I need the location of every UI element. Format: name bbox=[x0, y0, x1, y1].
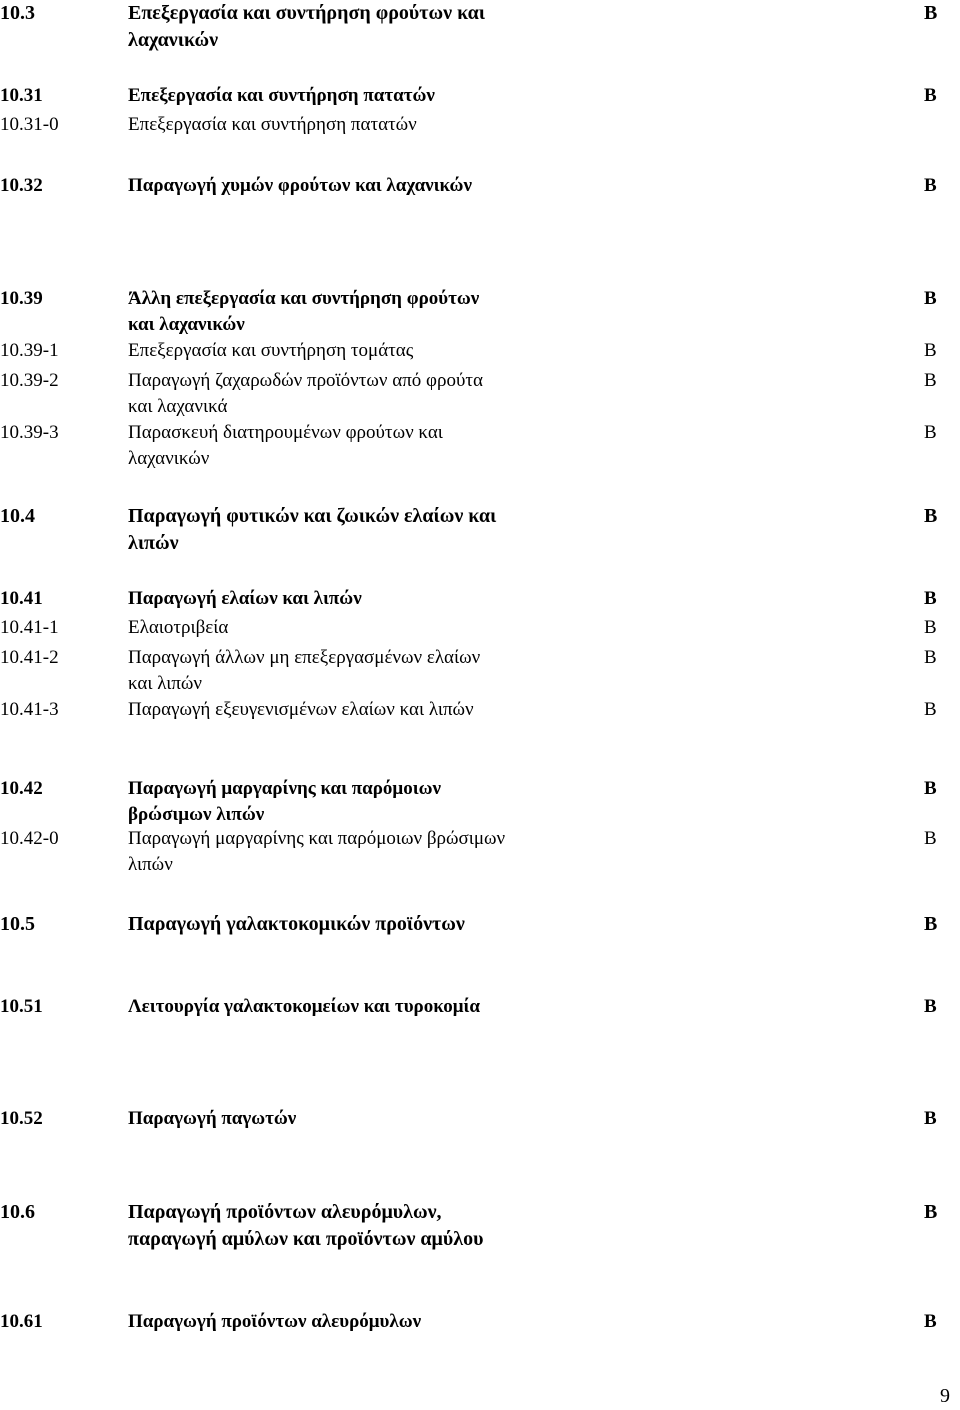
entry-mark: B bbox=[924, 647, 937, 668]
entry-description: Παραγωγή προϊόντων αλευρόμυλων, παραγωγή αμύλων και προϊόντων αμύλου bbox=[128, 1201, 484, 1250]
entry-code: 10.6 bbox=[0, 1201, 35, 1223]
entry-description: Παραγωγή χυμών φρούτων και λαχανικών bbox=[128, 175, 472, 196]
entry-mark: B bbox=[924, 778, 937, 799]
entry-mark: B bbox=[924, 505, 938, 527]
entry-description: Παραγωγή άλλων μη επεξεργασμένων ελαίων και λιπών bbox=[128, 647, 481, 694]
entry-description: Παραγωγή προϊόντων αλευρόμυλων bbox=[128, 1311, 422, 1332]
entry-description: Επεξεργασία και συντήρηση φρούτων και λαχανικών bbox=[128, 2, 485, 51]
entry-code: 10.39-2 bbox=[0, 370, 59, 391]
entry-description: Παραγωγή ελαίων και λιπών bbox=[128, 588, 362, 609]
entry-mark: B bbox=[924, 370, 937, 391]
entry-description: Επεξεργασία και συντήρηση τομάτας bbox=[128, 340, 414, 361]
entry-mark: B bbox=[924, 1201, 938, 1223]
entry-code: 10.3 bbox=[0, 2, 35, 24]
entry-code: 10.41-2 bbox=[0, 647, 59, 668]
entry-code: 10.39-1 bbox=[0, 340, 59, 361]
entry-code: 10.51 bbox=[0, 996, 43, 1017]
entry-code: 10.42-0 bbox=[0, 828, 59, 849]
entry-description: Επεξεργασία και συντήρηση πατατών bbox=[128, 114, 417, 135]
entry-mark: B bbox=[924, 996, 937, 1017]
entry-code: 10.61 bbox=[0, 1311, 43, 1332]
entry-code: 10.31 bbox=[0, 85, 43, 106]
entry-mark: B bbox=[924, 2, 938, 24]
entry-mark: B bbox=[924, 1108, 937, 1129]
entry-code: 10.52 bbox=[0, 1108, 43, 1129]
entry-code: 10.39 bbox=[0, 288, 43, 309]
entry-code: 10.42 bbox=[0, 778, 43, 799]
entry-mark: B bbox=[924, 828, 937, 849]
entry-description: Παραγωγή ζαχαρωδών προϊόντων από φρούτα και λαχανικά bbox=[128, 370, 483, 417]
entry-code: 10.41 bbox=[0, 588, 43, 609]
entry-description: Παρασκευή διατηρουμένων φρούτων και λαχανικών bbox=[128, 422, 443, 469]
entry-code: 10.41-3 bbox=[0, 699, 59, 720]
entry-description: Παραγωγή μαργαρίνης και παρόμοιων βρώσιμων λιπών bbox=[128, 778, 441, 825]
entry-code: 10.32 bbox=[0, 175, 43, 196]
entry-mark: B bbox=[924, 422, 937, 443]
entry-mark: B bbox=[924, 175, 937, 196]
entry-description: Λειτουργία γαλακτοκομείων και τυροκομία bbox=[128, 996, 480, 1017]
entry-description: Ελαιοτριβεία bbox=[128, 617, 229, 638]
entry-description: Παραγωγή φυτικών και ζωικών ελαίων και λιπών bbox=[128, 505, 497, 554]
entry-mark: B bbox=[924, 913, 938, 935]
entry-mark: B bbox=[924, 85, 937, 106]
entry-mark: B bbox=[924, 1311, 937, 1332]
entry-code: 10.4 bbox=[0, 505, 35, 527]
entry-mark: B bbox=[924, 340, 937, 361]
entry-description: Παραγωγή γαλακτοκομικών προϊόντων bbox=[128, 913, 465, 935]
entry-description: Επεξεργασία και συντήρηση πατατών bbox=[128, 85, 435, 106]
entry-mark: B bbox=[924, 699, 937, 720]
entry-mark: B bbox=[924, 588, 937, 609]
entry-code: 10.31-0 bbox=[0, 114, 59, 135]
entry-description: Παραγωγή εξευγενισμένων ελαίων και λιπών bbox=[128, 699, 474, 720]
entry-code: 10.39-3 bbox=[0, 422, 59, 443]
entry-description: Άλλη επεξεργασία και συντήρηση φρούτων και λαχανικών bbox=[128, 288, 480, 335]
entry-description: Παραγωγή παγωτών bbox=[128, 1108, 297, 1129]
entry-mark: B bbox=[924, 288, 937, 309]
page-number: 9 bbox=[940, 1385, 950, 1407]
entry-code: 10.5 bbox=[0, 913, 35, 935]
entry-description: Παραγωγή μαργαρίνης και παρόμοιων βρώσιμων λιπών bbox=[128, 828, 506, 875]
entry-code: 10.41-1 bbox=[0, 617, 59, 638]
entry-mark: B bbox=[924, 617, 937, 638]
